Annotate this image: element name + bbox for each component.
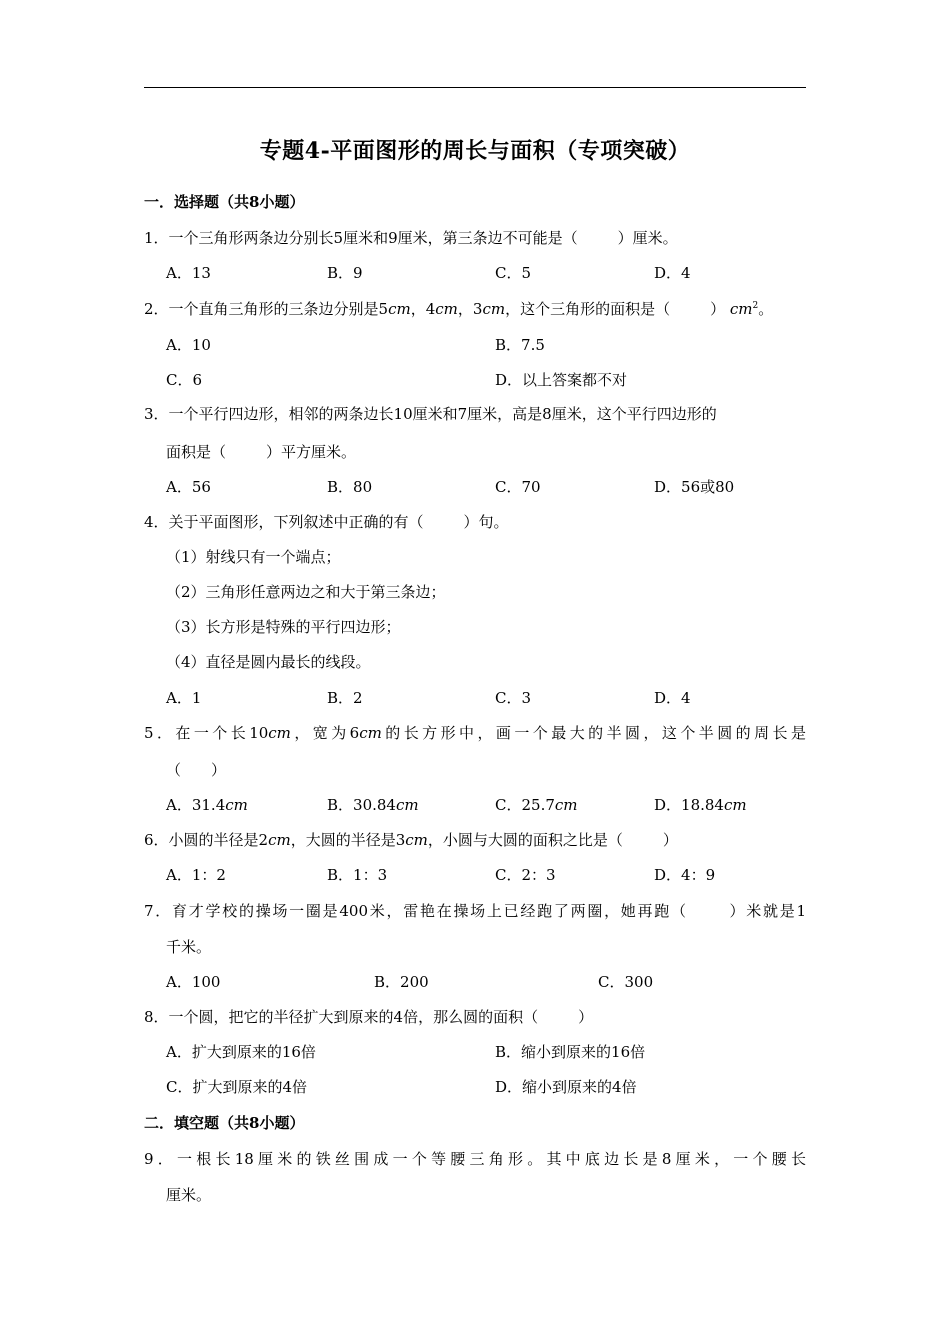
q4-option-d: D．4 [654, 689, 691, 707]
unit-cm: cm [268, 724, 291, 742]
q8-option-b: B．缩小到原来的16倍 [495, 1043, 646, 1061]
header-rule [144, 87, 806, 88]
question-8 [144, 1007, 593, 1027]
question-5-text-c: 的长方形中，画一个最大的半圆，这个半圆的周长是 [381, 724, 806, 742]
unit-cm: cm [405, 831, 428, 849]
question-7-text-a: 7．育才学校的操场一圈是400米，雷艳在操场上已经跑了两圈，她再跑（ [144, 902, 688, 920]
q1-option-c: C．5 [495, 264, 532, 282]
question-5-text-b: ，宽为6 [290, 724, 360, 742]
q1-option-a: A．13 [166, 264, 211, 282]
q6-option-a: A．1：2 [166, 866, 226, 884]
q4-option-b: B．2 [327, 689, 363, 707]
q2-option-a: A．10 [166, 336, 211, 354]
question-6-text-c: ，小圆与大圆的面积之比是（ [427, 831, 623, 849]
unit-cm: cm [435, 300, 458, 318]
q4-statement-3: （3）长方形是特殊的平行四边形； [166, 618, 401, 636]
q1-option-d: D．4 [654, 264, 691, 282]
question-8-text: 8．一个圆，把它的半径扩大到原来的4倍，那么圆的面积（ [144, 1008, 539, 1026]
question-1-text: 1．一个三角形两条边分别长5厘米和9厘米，第三条边不可能是（ [144, 229, 578, 247]
question-6-text-b: ，大圆的半径是3 [290, 831, 406, 849]
q4-statement-1: （1）射线只有一个端点； [166, 548, 341, 566]
question-3-line2-b: ）平方厘米。 [266, 443, 357, 461]
q4-option-a: A．1 [166, 689, 202, 707]
question-2-text-b: ，这个三角形的面积是（ [505, 300, 671, 318]
question-6-tail: ） [662, 831, 678, 849]
q2-option-c: C．6 [166, 371, 203, 389]
section-heading-choice: 一．选择题（共8小题） [144, 193, 305, 211]
question-9-line1: 9．一根长18厘米的铁丝围成一个等腰三角形。其中底边长是8厘米，一个腰长 [144, 1150, 806, 1168]
question-2 [144, 299, 773, 319]
question-2-text-c: ） [710, 300, 726, 318]
q5-option-b: B．30.84cm [327, 796, 419, 814]
q7-option-b: B．200 [374, 973, 429, 991]
q6-option-c: C．2：3 [495, 866, 556, 884]
q6-option-d: D．4：9 [654, 866, 716, 884]
unit-cm: cm [729, 300, 753, 318]
question-1-tail: ）厘米。 [617, 229, 678, 247]
question-6 [144, 830, 678, 850]
question-7-text-b: ）米就是1 [727, 902, 806, 920]
q3-option-d: D．56或80 [654, 478, 735, 496]
question-3-line2-a: 面积是（ [166, 443, 227, 461]
section-heading-fill: 二．填空题（共8小题） [144, 1114, 305, 1132]
superscript: 2 [752, 301, 759, 311]
q8-option-a: A．扩大到原来的16倍 [166, 1043, 316, 1061]
q4-option-c: C．3 [495, 689, 532, 707]
question-4-tail: ）句。 [463, 513, 509, 531]
question-8-tail: ） [578, 1008, 594, 1026]
unit-cm: cm [268, 831, 291, 849]
question-3-line2 [166, 442, 356, 462]
question-5-line2: （ ） [166, 761, 227, 779]
question-2-text: 2．一个直角三角形的三条边分别是5 [144, 300, 389, 318]
question-7-line2: 千米。 [166, 938, 212, 956]
question-2-sep2: ，3 [457, 300, 483, 318]
question-4 [144, 512, 509, 532]
q8-option-d: D．缩小到原来的4倍 [495, 1078, 637, 1096]
q7-option-a: A．100 [166, 973, 221, 991]
q5-option-a: A．31.4cm [166, 796, 248, 814]
question-5-text-a: 5．在一个长10 [144, 724, 269, 742]
question-1 [144, 228, 678, 248]
question-9-line2: 厘米。 [166, 1186, 212, 1204]
q6-option-b: B．1：3 [327, 866, 388, 884]
q8-option-c: C．扩大到原来的4倍 [166, 1078, 308, 1096]
q3-option-c: C．70 [495, 478, 541, 496]
q3-option-a: A．56 [166, 478, 211, 496]
q1-option-b: B．9 [327, 264, 363, 282]
q2-option-d: D．以上答案都不对 [495, 371, 628, 389]
question-4-text: 4．关于平面图形，下列叙述中正确的有（ [144, 513, 424, 531]
question-5-line1 [144, 723, 806, 743]
q7-option-c: C．300 [598, 973, 654, 991]
question-2-sep1: ，4 [410, 300, 436, 318]
q3-option-b: B．80 [327, 478, 373, 496]
unit-cm: cm [482, 300, 506, 318]
question-3-line1: 3．一个平行四边形，相邻的两条边长10厘米和7厘米，高是8厘米，这个平行四边形的 [144, 405, 717, 423]
question-7-line1 [144, 901, 806, 921]
q2-option-b: B．7.5 [495, 336, 545, 354]
q4-statement-4: （4）直径是圆内最长的线段。 [166, 653, 371, 671]
q5-option-c: C．25.7cm [495, 796, 578, 814]
q4-statement-2: （2）三角形任意两边之和大于第三条边； [166, 583, 446, 601]
page-title: 专题4-平面图形的周长与面积（专项突破） [259, 138, 691, 164]
unit-cm: cm [359, 724, 382, 742]
question-6-text-a: 6．小圆的半径是2 [144, 831, 269, 849]
unit-cm: cm [388, 300, 411, 318]
question-2-end: 。 [758, 300, 774, 318]
q5-option-d: D．18.84cm [654, 796, 747, 814]
